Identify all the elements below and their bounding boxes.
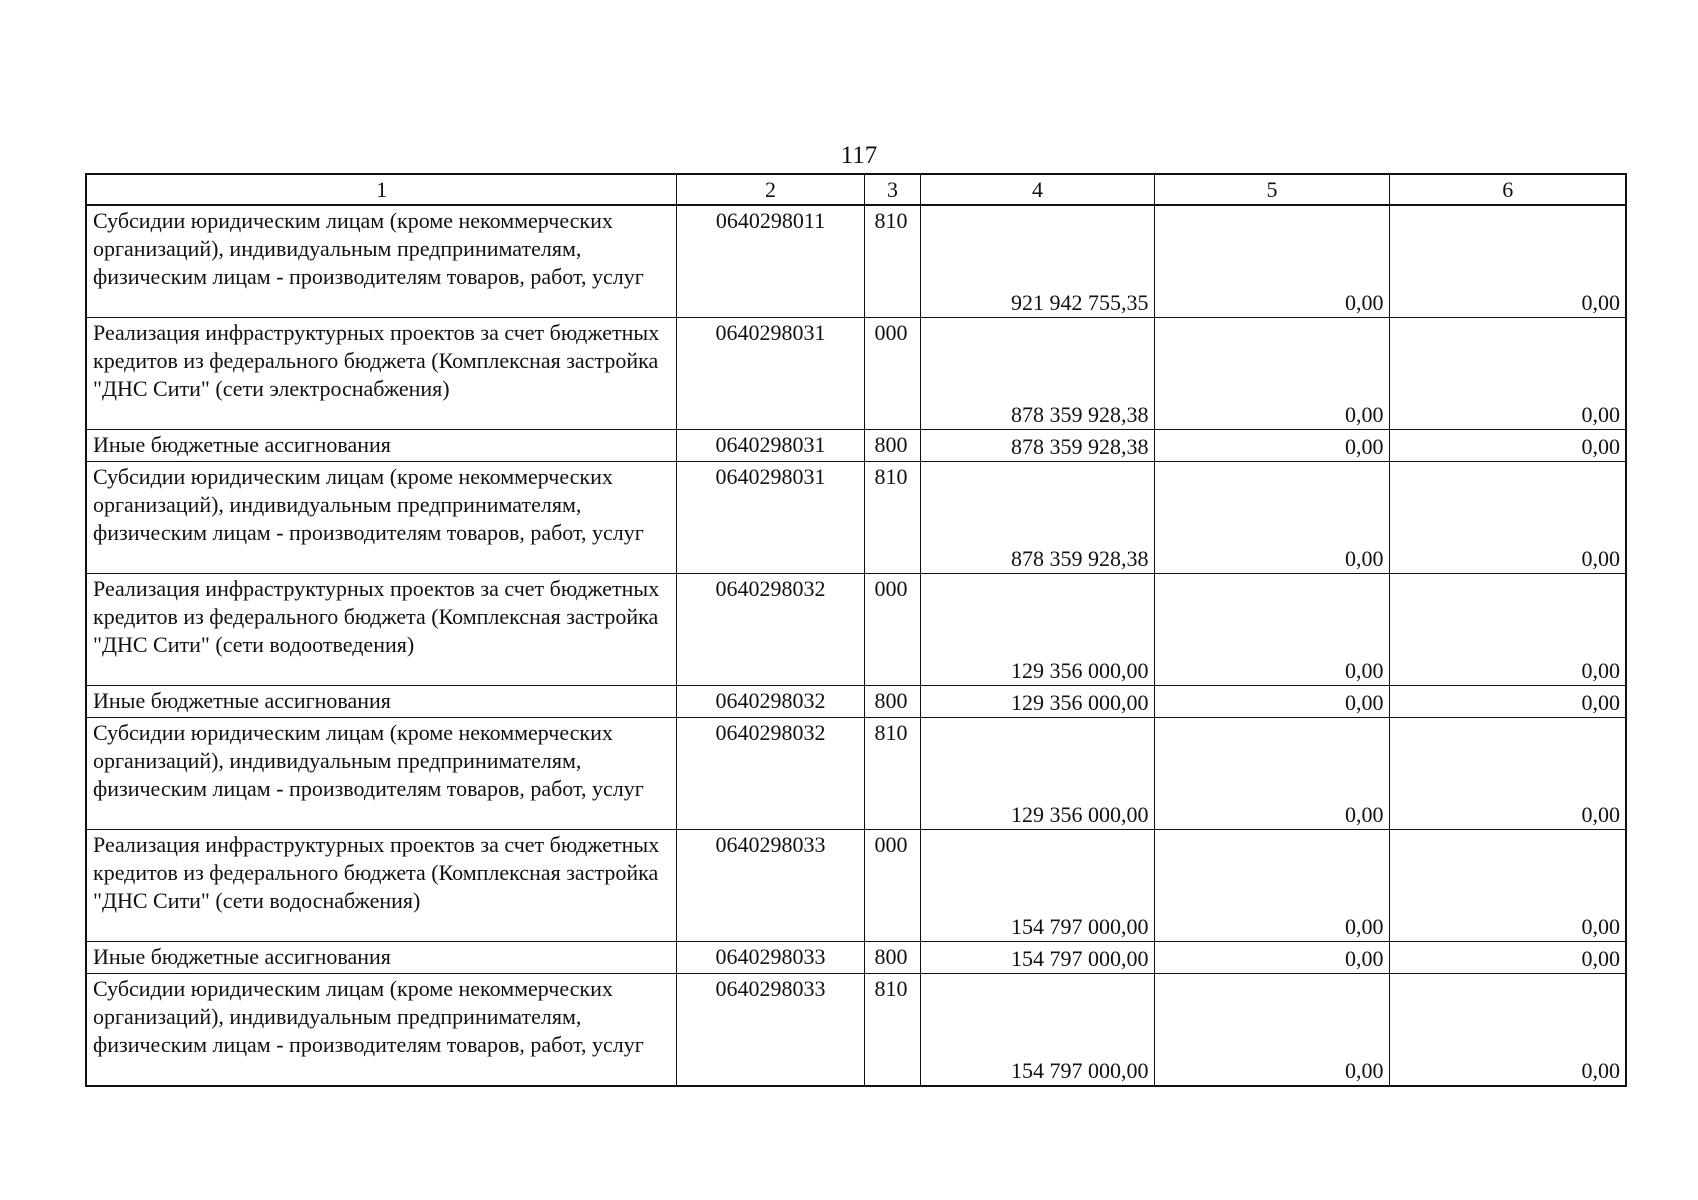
row-value-col5: 0,00 xyxy=(1154,974,1389,1087)
row-expense-type: 800 xyxy=(864,686,920,718)
row-target-code: 0640298033 xyxy=(676,974,864,1087)
row-value-col4: 129 356 000,00 xyxy=(920,686,1154,718)
row-target-code: 0640298031 xyxy=(676,430,864,462)
row-name: Реализация инфраструктурных проектов за счет бюджетных кредитов из федерального бюджета (Комплексная застройка "ДНС Сити" (сети электроснабжения) xyxy=(86,318,676,430)
column-header: 6 xyxy=(1389,174,1626,205)
row-value-col6: 0,00 xyxy=(1389,942,1626,974)
table-row xyxy=(86,942,1626,974)
column-header: 2 xyxy=(676,174,864,205)
column-header: 1 xyxy=(86,174,676,205)
row-value-col5: 0,00 xyxy=(1154,718,1389,830)
row-value-col5: 0,00 xyxy=(1154,942,1389,974)
row-value-col4: 878 359 928,38 xyxy=(920,430,1154,462)
row-value-col6: 0,00 xyxy=(1389,574,1626,686)
column-header: 4 xyxy=(920,174,1154,205)
table-row xyxy=(86,718,1626,830)
table-row xyxy=(86,686,1626,718)
row-expense-type: 000 xyxy=(864,574,920,686)
row-value-col4: 154 797 000,00 xyxy=(920,942,1154,974)
row-value-col5: 0,00 xyxy=(1154,574,1389,686)
row-value-col6: 0,00 xyxy=(1389,718,1626,830)
row-target-code: 0640298032 xyxy=(676,574,864,686)
table-header-row xyxy=(86,174,1626,205)
row-value-col6: 0,00 xyxy=(1389,686,1626,718)
row-expense-type: 000 xyxy=(864,830,920,942)
row-value-col4: 129 356 000,00 xyxy=(920,574,1154,686)
row-expense-type: 800 xyxy=(864,942,920,974)
row-value-col6: 0,00 xyxy=(1389,430,1626,462)
row-name: Субсидии юридическим лицам (кроме некоммерческих организаций), индивидуальным предпринимателям, физическим лицам - производителям товаров, работ, услуг xyxy=(86,718,676,830)
row-name: Субсидии юридическим лицам (кроме некоммерческих организаций), индивидуальным предпринимателям, физическим лицам - производителям товаров, работ, услуг xyxy=(86,974,676,1087)
column-header: 5 xyxy=(1154,174,1389,205)
row-expense-type: 800 xyxy=(864,430,920,462)
row-expense-type: 810 xyxy=(864,974,920,1087)
row-value-col5: 0,00 xyxy=(1154,318,1389,430)
row-expense-type: 810 xyxy=(864,718,920,830)
row-name: Иные бюджетные ассигнования xyxy=(86,430,676,462)
row-target-code: 0640298032 xyxy=(676,718,864,830)
row-target-code: 0640298031 xyxy=(676,462,864,574)
column-header: 3 xyxy=(864,174,920,205)
row-value-col5: 0,00 xyxy=(1154,686,1389,718)
row-name: Субсидии юридическим лицам (кроме некоммерческих организаций), индивидуальным предпринимателям, физическим лицам - производителям товаров, работ, услуг xyxy=(86,462,676,574)
table-row xyxy=(86,430,1626,462)
row-target-code: 0640298033 xyxy=(676,942,864,974)
row-value-col6: 0,00 xyxy=(1389,830,1626,942)
row-value-col6: 0,00 xyxy=(1389,462,1626,574)
row-value-col4: 921 942 755,35 xyxy=(920,205,1154,318)
table-row xyxy=(86,974,1626,1087)
row-value-col6: 0,00 xyxy=(1389,974,1626,1087)
row-expense-type: 000 xyxy=(864,318,920,430)
table-row xyxy=(86,462,1626,574)
row-expense-type: 810 xyxy=(864,205,920,318)
row-value-col5: 0,00 xyxy=(1154,430,1389,462)
row-value-col4: 154 797 000,00 xyxy=(920,974,1154,1087)
row-name: Реализация инфраструктурных проектов за счет бюджетных кредитов из федерального бюджета (Комплексная застройка "ДНС Сити" (сети водоотведения) xyxy=(86,574,676,686)
row-name: Иные бюджетные ассигнования xyxy=(86,942,676,974)
row-value-col4: 154 797 000,00 xyxy=(920,830,1154,942)
row-target-code: 0640298032 xyxy=(676,686,864,718)
table-row xyxy=(86,318,1626,430)
row-name: Реализация инфраструктурных проектов за счет бюджетных кредитов из федерального бюджета (Комплексная застройка "ДНС Сити" (сети водоснабжения) xyxy=(86,830,676,942)
table-row xyxy=(86,205,1626,318)
row-value-col5: 0,00 xyxy=(1154,830,1389,942)
row-value-col4: 878 359 928,38 xyxy=(920,462,1154,574)
row-value-col4: 129 356 000,00 xyxy=(920,718,1154,830)
table-row xyxy=(86,830,1626,942)
row-target-code: 0640298031 xyxy=(676,318,864,430)
budget-table xyxy=(85,173,1627,1087)
row-expense-type: 810 xyxy=(864,462,920,574)
table-row xyxy=(86,574,1626,686)
row-value-col6: 0,00 xyxy=(1389,318,1626,430)
page-number: 117 xyxy=(840,142,878,169)
row-name: Иные бюджетные ассигнования xyxy=(86,686,676,718)
row-name: Субсидии юридическим лицам (кроме некоммерческих организаций), индивидуальным предпринимателям, физическим лицам - производителям товаров, работ, услуг xyxy=(86,205,676,318)
row-value-col6: 0,00 xyxy=(1389,205,1626,318)
row-target-code: 0640298033 xyxy=(676,830,864,942)
row-target-code: 0640298011 xyxy=(676,205,864,318)
row-value-col5: 0,00 xyxy=(1154,205,1389,318)
row-value-col4: 878 359 928,38 xyxy=(920,318,1154,430)
row-value-col5: 0,00 xyxy=(1154,462,1389,574)
